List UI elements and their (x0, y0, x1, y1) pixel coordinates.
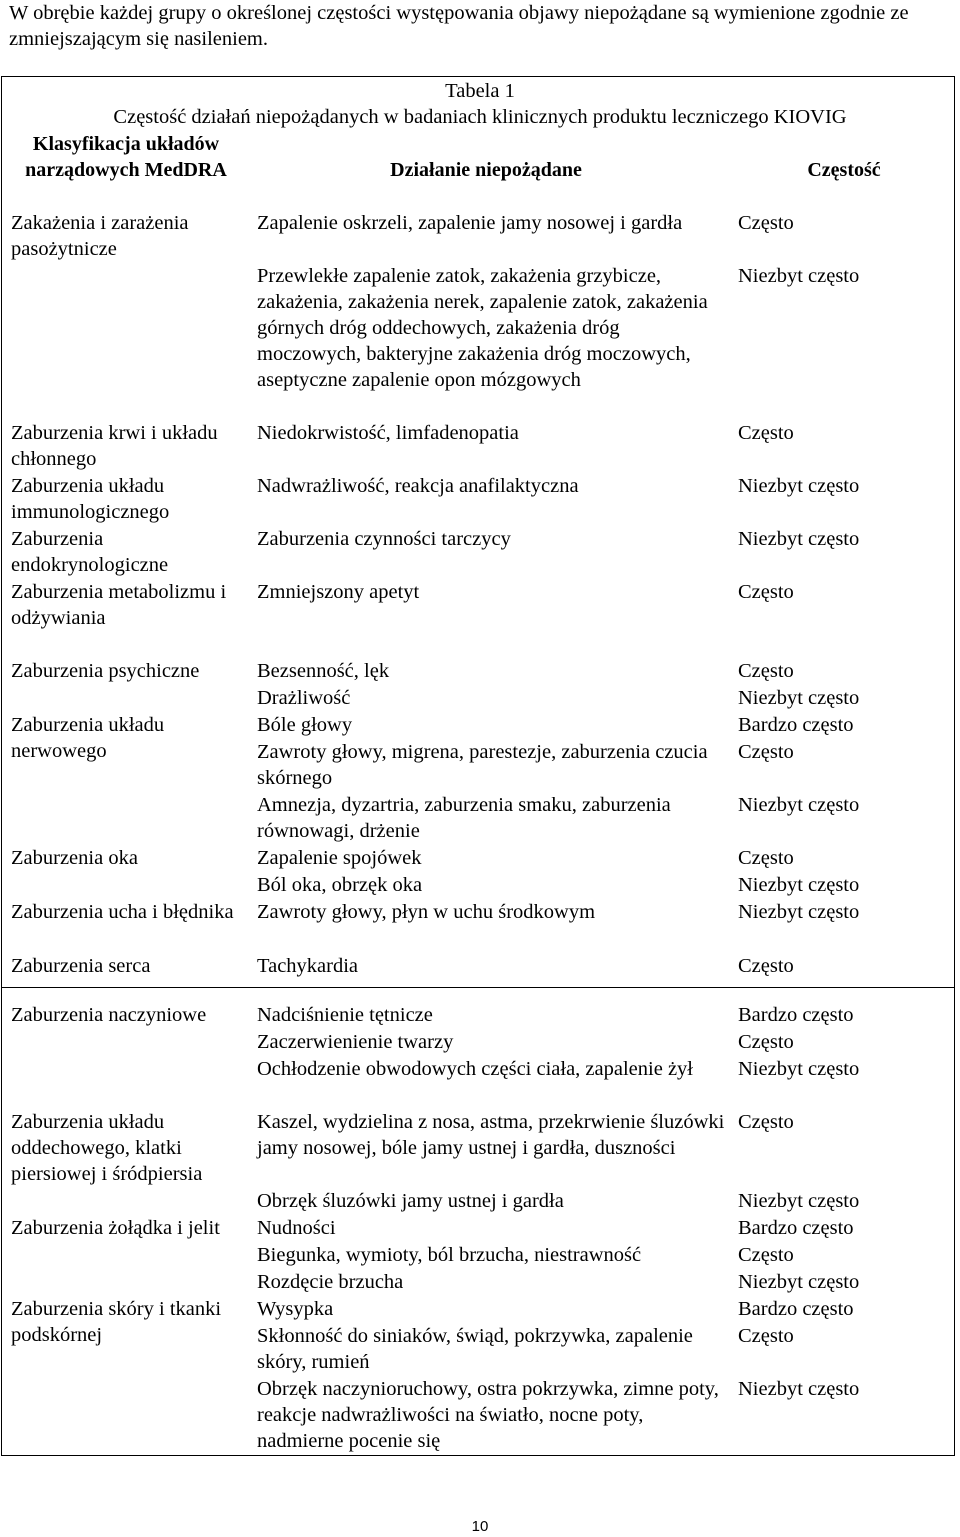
table-cell-frequency: Często (738, 847, 794, 869)
table-cell-system: Zaburzenia psychiczne (11, 660, 200, 682)
table-cell-reaction: Skłonność do siniaków, świąd, pokrzywka, zapalenie skóry, rumień (257, 1325, 693, 1373)
table-cell-system: Zaburzenia układu immunologicznego (11, 475, 170, 523)
table-caption-title: Częstość działań niepożądanych w badaniach klinicznych produktu leczniczego KIOVIG (113, 106, 847, 128)
table-cell-frequency: Niezbyt często (738, 265, 860, 287)
table-cell-reaction: Bezsenność, lęk (257, 660, 390, 682)
table-cell-system: Zaburzenia oka (11, 847, 138, 869)
table-cell-frequency: Często (738, 955, 794, 977)
table-cell-frequency: Niezbyt często (738, 1378, 860, 1400)
table-cell-frequency: Niezbyt często (738, 687, 860, 709)
table-cell-system: Zaburzenia serca (11, 955, 151, 977)
table-cell-reaction: Bóle głowy (257, 714, 353, 736)
table-cell-frequency: Bardzo często (738, 1217, 854, 1239)
table-cell-frequency: Często (738, 1244, 794, 1266)
table-cell-frequency: Często (738, 581, 794, 603)
header-system-organ-class: Klasyfikacja układów narządowych MedDRA (25, 133, 227, 181)
table-cell-frequency: Niezbyt często (738, 528, 860, 550)
table-cell-reaction: Obrzęk naczynioruchowy, ostra pokrzywka, zimne poty, reakcje nadwrażliwości na światło, nocne poty, nadmierne pocenie się (257, 1378, 719, 1452)
table-cell-reaction: Biegunka, wymioty, ból brzucha, niestrawność (257, 1244, 642, 1266)
table-cell-system: Zaburzenia żołądka i jelit (11, 1217, 220, 1239)
table-cell-frequency: Często (738, 741, 794, 763)
table-cell-system: Zaburzenia krwi i układu chłonnego (11, 422, 218, 470)
table-divider (2, 987, 954, 988)
page-number: 10 (471, 1518, 489, 1535)
table-cell-system: Zakażenia i zarażenia pasożytnicze (11, 212, 189, 260)
table-cell-system: Zaburzenia endokrynologiczne (11, 528, 169, 576)
table-cell-frequency: Niezbyt często (738, 1058, 860, 1080)
table-cell-frequency: Często (738, 660, 794, 682)
table-cell-reaction: Amnezja, dyzartria, zaburzenia smaku, zaburzenia równowagi, drżenie (257, 794, 671, 842)
table-cell-frequency: Niezbyt często (738, 794, 860, 816)
table-cell-reaction: Nadwrażliwość, reakcja anafilaktyczna (257, 475, 579, 497)
table-cell-frequency: Niezbyt często (738, 1271, 860, 1293)
table-cell-system: Zaburzenia skóry i tkanki podskórnej (11, 1298, 222, 1346)
table-cell-reaction: Kaszel, wydzielina z nosa, astma, przekrwienie śluzówki jamy nosowej, bóle jamy ustnej i gardła, duszności (257, 1111, 725, 1159)
table-cell-frequency: Niezbyt często (738, 874, 860, 896)
table-cell-frequency: Często (738, 212, 794, 234)
table-cell-frequency: Niezbyt często (738, 475, 860, 497)
table-cell-reaction: Obrzęk śluzówki jamy ustnej i gardła (257, 1190, 564, 1212)
table-cell-reaction: Drażliwość (257, 687, 351, 709)
table-cell-frequency: Bardzo często (738, 1298, 854, 1320)
table-cell-system: Zaburzenia układu nerwowego (11, 714, 165, 762)
table-cell-reaction: Zawroty głowy, migrena, parestezje, zaburzenia czucia skórnego (257, 741, 708, 789)
table-cell-reaction: Zaczerwienienie twarzy (257, 1031, 454, 1053)
table-cell-frequency: Bardzo często (738, 1004, 854, 1026)
table-cell-system: Zaburzenia ucha i błędnika (11, 901, 234, 923)
table-cell-reaction: Nudności (257, 1217, 336, 1239)
table-cell-reaction: Niedokrwistość, limfadenopatia (257, 422, 519, 444)
table-cell-reaction: Przewlekłe zapalenie zatok, zakażenia grzybicze, zakażenia, zakażenia nerek, zapalenie zatok, zakażenia górnych dróg oddechowych, zakażenia dróg moczowych, bakteryjne zakażenia dróg moczowych, aseptyczne zapalenie opon mózgowych (257, 265, 708, 391)
table-cell-frequency: Bardzo często (738, 714, 854, 736)
intro-paragraph: W obrębie każdej grupy o określonej częstości występowania objawy niepożądane są wymienione zgodnie ze zmniejszającym się nasileniem. (9, 2, 909, 50)
table-cell-reaction: Ochłodzenie obwodowych części ciała, zapalenie żył (257, 1058, 693, 1080)
table-caption-number: Tabela 1 (445, 80, 515, 102)
header-frequency: Częstość (807, 159, 881, 181)
table-cell-reaction: Ból oka, obrzęk oka (257, 874, 423, 896)
table-cell-frequency: Niezbyt często (738, 1190, 860, 1212)
table-cell-system: Zaburzenia metabolizmu i odżywiania (11, 581, 227, 629)
table-cell-frequency: Często (738, 422, 794, 444)
table-cell-reaction: Wysypka (257, 1298, 334, 1320)
table-cell-reaction: Zapalenie spojówek (257, 847, 422, 869)
table-cell-system: Zaburzenia układu oddechowego, klatki piersiowej i śródpiersia (11, 1111, 203, 1185)
table-cell-reaction: Zaburzenia czynności tarczycy (257, 528, 511, 550)
header-adverse-reaction: Działanie niepożądane (390, 159, 582, 181)
table-cell-frequency: Często (738, 1031, 794, 1053)
table-cell-reaction: Zawroty głowy, płyn w uchu środkowym (257, 901, 596, 923)
table-cell-reaction: Zmniejszony apetyt (257, 581, 420, 603)
table-cell-frequency: Często (738, 1111, 794, 1133)
table-cell-reaction: Tachykardia (257, 955, 359, 977)
table-cell-frequency: Niezbyt często (738, 901, 860, 923)
table-cell-system: Zaburzenia naczyniowe (11, 1004, 207, 1026)
table-cell-reaction: Nadciśnienie tętnicze (257, 1004, 433, 1026)
table-cell-frequency: Często (738, 1325, 794, 1347)
table-cell-reaction: Rozdęcie brzucha (257, 1271, 404, 1293)
table-cell-reaction: Zapalenie oskrzeli, zapalenie jamy nosowej i gardła (257, 212, 683, 234)
